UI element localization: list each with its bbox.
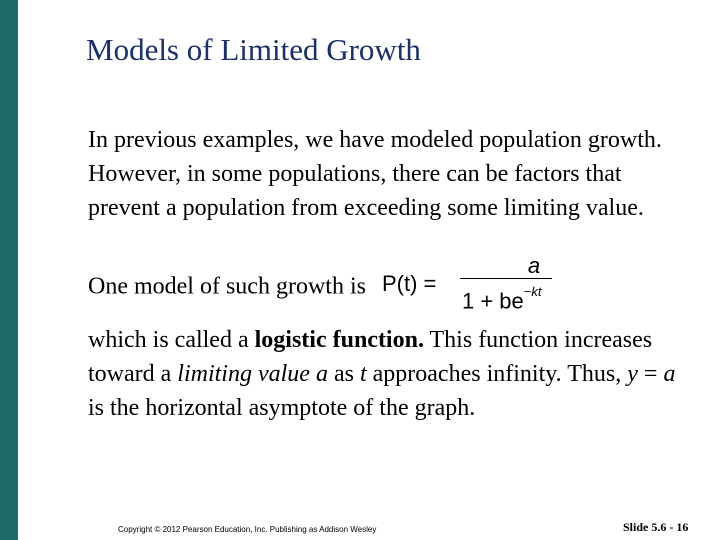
variable-a: a	[663, 361, 676, 387]
footer-copyright: Copyright © 2012 Pearson Education, Inc. Publishing as Addison Wesley	[118, 525, 377, 534]
model-lead-text: One model of such growth is	[88, 273, 366, 300]
logistic-formula	[381, 253, 562, 314]
slide-title: Models of Limited Growth	[86, 32, 421, 67]
logistic-term: logistic function.	[254, 327, 424, 353]
logistic-text-1: which is called a	[88, 327, 255, 353]
paragraph-logistic	[88, 323, 688, 425]
limiting-value-term: limiting value a	[177, 361, 328, 387]
logistic-text-6: is the horizontal asymptote of the graph.	[88, 395, 476, 421]
variable-y: y	[627, 361, 638, 387]
paragraph-intro: In previous examples, we have modeled population growth. However, in some populations, there can be factors that prevent a population from exceeding some limiting value.	[88, 127, 662, 221]
formula-lhs: P(t) =	[381, 271, 437, 296]
logistic-text-2: This function increases toward a	[88, 327, 653, 387]
formula-denominator	[462, 279, 542, 318]
formula-exponent: −kt	[523, 284, 542, 299]
logistic-text-3: as	[327, 361, 360, 387]
footer-slide-number: Slide 5.6 - 16	[623, 520, 689, 534]
variable-t: t	[359, 361, 367, 387]
paragraph-model	[88, 253, 688, 314]
logistic-text-5: =	[637, 361, 664, 387]
side-accent-bar	[0, 0, 18, 540]
formula-denominator-base: 1 + be	[461, 288, 524, 314]
logistic-text-4: approaches infinity. Thus,	[366, 361, 628, 387]
formula-numerator: a	[527, 253, 541, 278]
